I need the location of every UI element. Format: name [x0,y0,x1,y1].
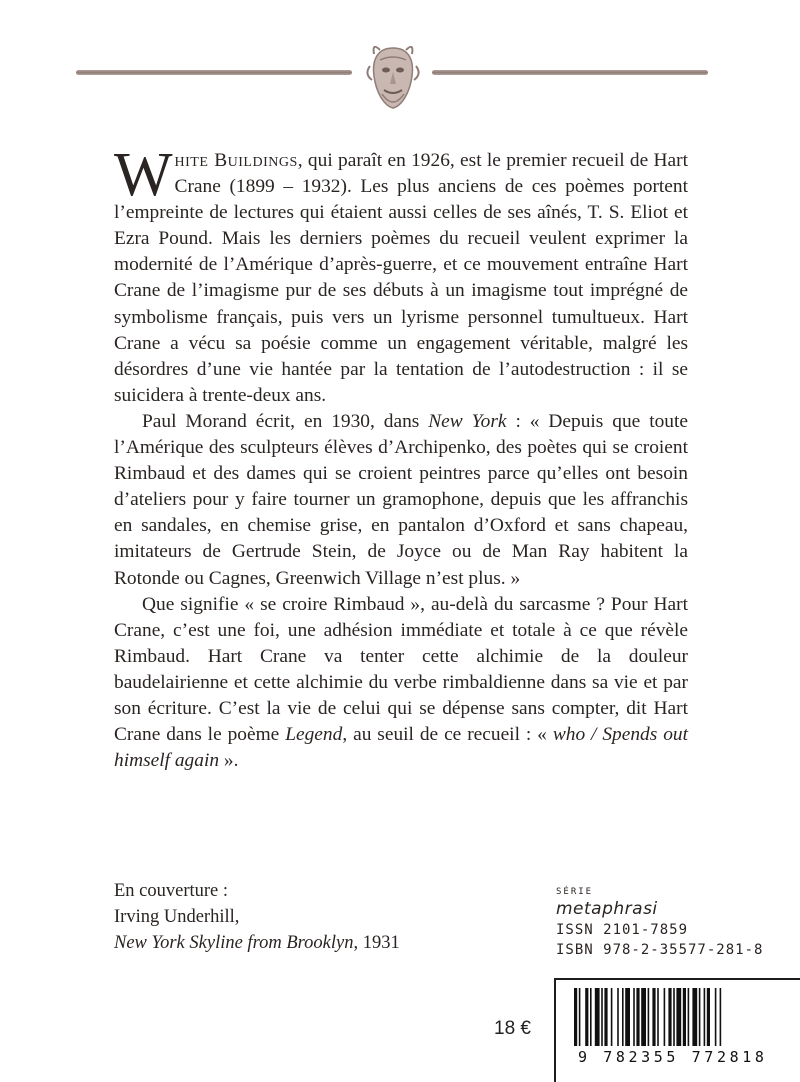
price: 18 € [494,1018,531,1039]
barcode-bar [648,988,650,1046]
barcode-digits: 9 782355 772818 [578,1048,768,1066]
barcode-bar [595,988,600,1046]
faun-mask-icon [362,40,424,112]
cover-credit [114,878,400,956]
drop-cap: W [114,141,171,209]
ornament-rule-left [76,70,352,75]
barcode-bar [636,988,639,1046]
paragraph-1 [114,141,688,409]
paragraph-2-italic: New York [428,410,507,432]
barcode-bar [585,988,588,1046]
barcode-bar [622,988,624,1046]
barcode-bar [574,988,577,1046]
barcode-bar [604,988,607,1046]
barcode-bar [683,988,686,1046]
paragraph-3-text-b: , au seuil de ce recueil : « [342,724,553,746]
barcode-bar [641,988,646,1046]
barcode-bar [720,988,722,1046]
barcode-bar [633,988,635,1046]
barcode-bar [668,988,671,1046]
barcode-bar [688,988,690,1046]
issn: ISSN 2101-7859 [556,922,689,938]
barcode-bar [579,988,581,1046]
series-label: SÉRIE [556,887,594,897]
paragraph-3-text-c: ». [219,750,239,772]
barcode-bar [657,988,659,1046]
paragraph-2-text-a: Paul Morand écrit, en 1930, dans [142,410,429,432]
barcode-bar [676,988,681,1046]
paragraph-3 [114,592,688,775]
credit-artwork-title: New York Skyline from Brooklyn [114,933,354,953]
barcode-bar [601,988,603,1046]
barcode-bar [715,988,717,1046]
barcode-bar [673,988,675,1046]
credit-line-1: En couverture : [114,881,229,901]
paragraph-1-text: , qui paraît en 1926, est le premier recueil de Hart Crane (1899 – 1932). Les plus anciens de ces poèmes portent l’empreinte de lectures qui étaient aussi celles de ses aînés, T. S. Eliot et Ezra Pound. Mais les derniers poèmes du recueil veulent exprimer la modernité de l’Amérique d’après-guerre, et ce mouvement entraîne Hart Crane de l’imagisme pur de ses débuts à un imagisme tout imprégné de symbolisme français, puis vers un lyrisme personnel tumultueux. Hart Crane a vécu sa poésie comme un engagement véritable, malgré les désordres d’une vie hantée par la tentation de l’autodestruction : il se suicidera à trente-deux ans. [114,150,688,406]
barcode-bar [664,988,666,1046]
barcode-bar [699,988,701,1046]
barcode-bar [704,988,706,1046]
barcode-bar [590,988,592,1046]
barcode-bar [652,988,655,1046]
barcode-bars [556,980,800,1050]
paragraph-2 [114,409,688,592]
barcode-bar [611,988,613,1046]
paragraph-3-italic-2: who / Spends out himself again [114,724,689,772]
isbn: ISBN 978-2-35577-281-8 [556,942,764,958]
credit-line-3 [114,930,400,956]
ornament-rule-right [432,70,708,75]
series-info [556,886,763,960]
barcode-bar [617,988,619,1046]
blurb-text [114,141,689,774]
paragraph-2-text-b: : « Depuis que toute l’Amérique des sculpteurs élèves d’Archipenko, des poètes qui se croient Rimbaud et des dames qui se croient peintres parce qu’elles ont besoin d’ateliers pour y faire tourner un gramophone, depuis que les affranchis en sandales, en chemise grise, en pantalon d’Oxford et sans chapeau, imitateurs de Gertrude Stein, de Joyce ou de Man Ray habitent la Rotonde ou Cagnes, Greenwich Village n’est plus. » [114,410,688,589]
credit-year: , 1931 [353,933,400,953]
book-title: hite Buildings [174,150,298,171]
barcode-bar [707,988,710,1046]
credit-line-2: Irving Underhill, [114,907,240,927]
paragraph-3-italic-1: Legend [285,724,343,746]
paragraph-3-text-a: Que signifie « se croire Rimbaud », au-delà du sarcasme ? Pour Hart Crane, c’est une foi, une adhésion immédiate et totale à ce que révèle Rimbaud. Hart Crane va tenter cette alchimie de la douleur baudelairienne et cette alchimie du verbe rimbaldienne dans sa vie et par son écriture. C’est la vie de celui qui se dépense sans compter, dit Hart Crane dans le poème [114,593,688,746]
barcode-bar [625,988,630,1046]
series-name: metaphrasi [556,899,658,919]
barcode-bar [692,988,697,1046]
barcode [554,978,800,1082]
